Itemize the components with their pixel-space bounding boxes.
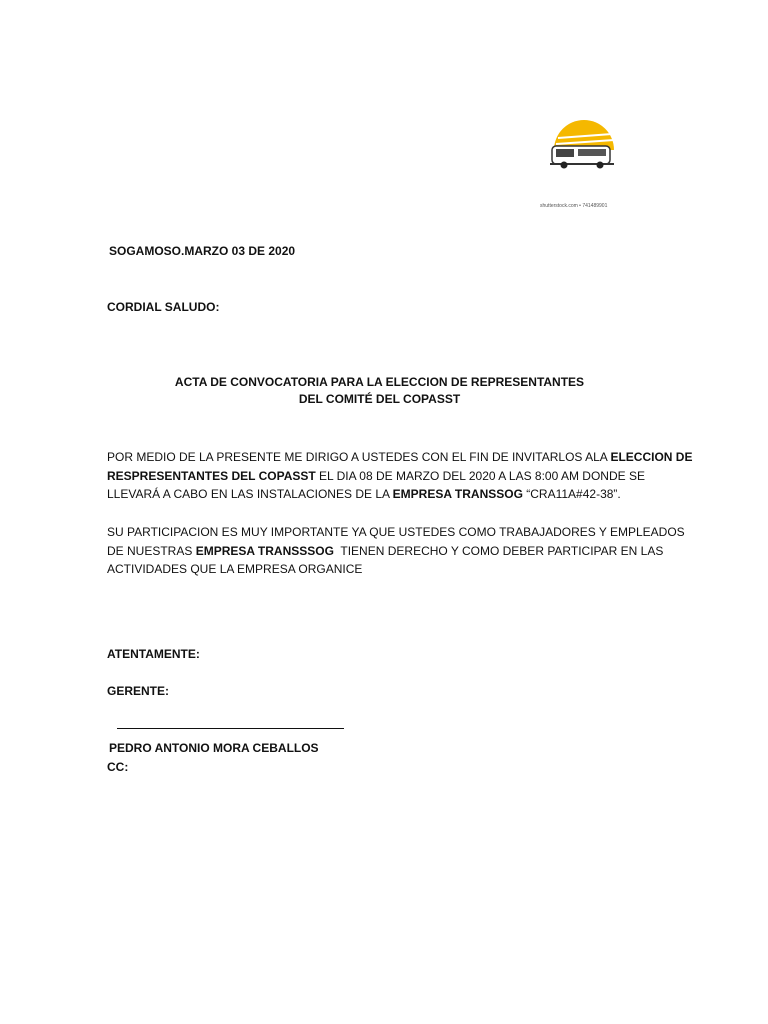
p2-text: TIENEN DERECHO Y COMO DEBER PARTICIPAR EN LAS [333, 543, 664, 558]
title-line-1: ACTA DE CONVOCATORIA PARA LA ELECCION DE REPRESENTANTES [174, 375, 585, 389]
paragraph-participation [107, 523, 685, 579]
paragraph-invitation [107, 448, 693, 504]
p1-address: “CRA11A#42-38”. [522, 487, 621, 502]
p1-bold: EMPRESA TRANSSOG [392, 487, 523, 502]
p2-text: ACTIVIDADES QUE LA EMPRESA ORGANICE [107, 562, 363, 577]
id-label: CC: [107, 760, 129, 774]
closing: ATENTAMENTE: [107, 647, 200, 661]
title-line-2: DEL COMITÉ DEL COPASST [298, 392, 461, 406]
greeting: CORDIAL SALUDO: [107, 300, 220, 314]
signer-name: PEDRO ANTONIO MORA CEBALLOS [109, 741, 319, 755]
p2-bold: EMPRESA TRANSSSOG [195, 543, 334, 558]
p1-text: LLEVARÁ A CABO EN LAS INSTALACIONES DE LA [107, 487, 393, 502]
p1-text: POR MEDIO DE LA PRESENTE ME DIRIGO A USTEDES CON EL FIN DE INVITARLOS ALA [107, 450, 611, 464]
date-line: SOGAMOSO.MARZO 03 DE 2020 [109, 244, 296, 258]
image-credit: shutterstock.com • 741489901 [540, 203, 608, 209]
signature-line [117, 728, 344, 729]
p2-text: DE NUESTRAS [107, 543, 196, 558]
p1-bold: RESPRESENTANTES DEL COPASST [107, 468, 316, 483]
company-logo [548, 120, 620, 176]
p1-bold: ELECCION DE [610, 450, 693, 464]
role-label: GERENTE: [107, 684, 170, 698]
document-title [107, 375, 652, 406]
p1-text: EL DIA 08 DE MARZO DEL 2020 A LAS 8:00 AM DONDE SE [315, 468, 645, 483]
bus-sun-logo-icon [548, 120, 620, 176]
p2-text: SU PARTICIPACION ES MUY IMPORTANTE YA QUE USTEDES COMO TRABAJADORES Y EMPLEADOS [107, 525, 685, 539]
